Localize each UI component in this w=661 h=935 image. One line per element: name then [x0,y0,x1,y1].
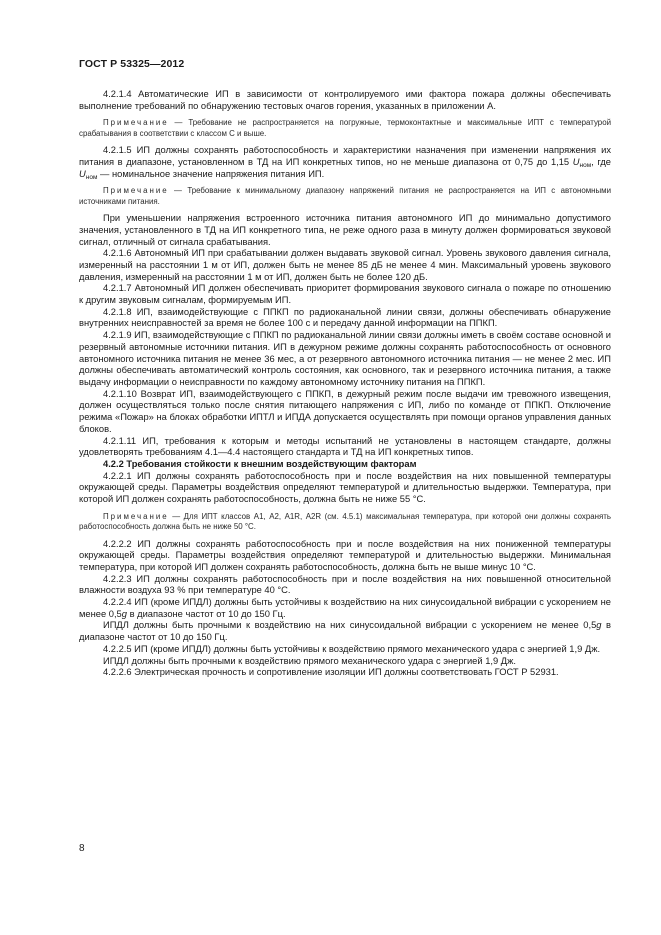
clause-4-2-1-8: 4.2.1.8 ИП, взаимодействующие с ППКП по радиоканальной линии связи, должны обеспечивать обнаружение внутренних неисправностей за время не более 100 с и передачу данной информации на ППКП. [79,306,611,329]
clause-4-2-2-4-ipdl [79,620,611,643]
text-run: 4.2.1.5 ИП должны сохранять работоспособность и характеристики назначения при изменении напряжения их питания в диапазоне, установленном в ТД на ИП конкретных типов, но не меньше диапазона от 0,75 до 1,15 [79,145,611,167]
note-1 [79,118,611,139]
symbol-u: U [572,156,580,167]
clause-4-2-1-10: 4.2.1.10 Возврат ИП, взаимодействующего с ППКП, в дежурный режим после выдачи им тревожного извещения, должен осуществляться только после снятия питающего напряжения с ИП, либо по команде от ППКП. Отключение режима «Пожар» на блоках обработки ИПТЛ и ИПДА допускается осуществлять при помощи органов управления данных блоков. [79,388,611,434]
clause-4-2-1-5 [79,145,611,180]
note-text: — Требование к минимальному диапазону напряжений питания не распространяется на ИП с автономными источниками питания. [79,186,611,206]
symbol-u: U [79,168,86,179]
symbol-g: g [121,608,127,619]
page-number: 8 [79,843,85,854]
text-run: , где [591,156,611,167]
document-header: ГОСТ Р 53325—2012 [79,58,185,70]
clause-4-2-2-5-ipdl: ИПДЛ должны быть прочными к воздействию прямого механического удара с энергией 1,9 Дж. [103,655,516,666]
section-heading-4-2-2: 4.2.2 Требования стойкости к внешним воздействующим факторам [103,458,417,469]
clause-4-2-1-9: 4.2.1.9 ИП, взаимодействующие с ППКП по радиоканальной линии связи должны иметь в своём составе основной и резервный автономные источники питания. ИП в дежурном режиме должны сохранять работоспособность от основного автономного источника питания не менее 36 мес, а от резервного автономного источника питания — не менее 2 мес. ИП должны обеспечивать автоматический контроль состояния, как основного, так и резервного источника питания, а также выдачу информации о неисправности по каждому автономному источнику питания на ППКП. [79,330,611,387]
clause-4-2-2-3: 4.2.2.3 ИП должны сохранять работоспособность при и после воздействия на них повышенной относительной влажности воздуха 93 % при температуре 40 °С. [79,573,611,596]
subscript-nom: ном [579,161,592,169]
document-body [79,89,611,679]
clause-4-2-1-6: 4.2.1.6 Автономный ИП при срабатывании должен выдавать звуковой сигнал. Уровень звукового давления сигнала, измеренный на расстоянии 1 м от ИП, должен быть не менее 85 дБ не менее 4 мин. Максимальный уровень звукового давления, измеренный на расстоянии 1 м от ИП, должен быть не более 120 дБ. [79,248,611,282]
clause-backup-power: При уменьшении напряжения встроенного источника питания автономного ИП до минимально допустимого значения, установленного в ТД на ИП конкретного типа, не реже одного раза в минуту должен формироваться звуковой сигнал, отличный от сигнала срабатывания. [79,213,611,247]
clause-4-2-1-11: 4.2.1.11 ИП, требования к которым и методы испытаний не установлены в настоящем стандарте, должны удовлетворять требованиям 4.1—4.4 настоящего стандарта и ТД на ИП конкретных типов. [79,435,611,458]
clause-4-2-2-6: 4.2.2.6 Электрическая прочность и сопротивление изоляции ИП должны соответствовать ГОСТ Р 52931. [103,667,559,678]
subscript-nom: ном [85,173,98,181]
note-2 [79,186,611,207]
note-label: Примечание [103,511,169,521]
text-run: ИПДЛ должны быть прочными к воздействию на них синусоидальной вибрации с ускорением не менее 0,5 [103,620,597,631]
clause-4-2-1-7: 4.2.1.7 Автономный ИП должен обеспечивать приоритет формирования звукового сигнала о пожаре по отношению к другим звуковым сигналам, формируемым ИП. [79,283,611,306]
clause-4-2-2-5: 4.2.2.5 ИП (кроме ИПДЛ) должны быть устойчивы к воздействию прямого механического удара с энергией 1,9 Дж. [103,643,601,654]
note-label: Примечание [103,118,169,128]
text-run: в диапазоне частот от 10 до 150 Гц. [79,620,611,643]
clause-4-2-2-2: 4.2.2.2 ИП должны сохранять работоспособность при и после воздействия на них пониженной температуры окружающей среды. Параметры воздействия определяют температурой и длительностью выдержки. Минимальная температура, при которой ИП должен сохранять работоспособность, должна быть не выше минус 10 °С. [79,538,611,572]
note-text: — Для ИПТ классов А1, А2, А1R, А2R (см. 4.5.1) максимальная температура, при которой они должны сохранять работоспособность должна быть не ниже 50 °С. [79,511,611,532]
clause-4-2-1-4: 4.2.1.4 Автоматические ИП в зависимости от контролируемого ими фактора пожара должны обеспечивать выполнение требований по обнаружению тестовых очагов горения, указанных в приложении А. [79,89,611,111]
text-run: 4.2.2.4 ИП (кроме ИПДЛ) должны быть устойчивы к воздействию на них синусоидальной вибрации с ускорением не менее 0,5 [79,597,611,619]
note-text: — Требование не распространяется на погружные, термоконтактные и максимальные ИПТ с температурой срабатывания в соответствии с классом С и выше. [79,118,611,138]
clause-4-2-2-1: 4.2.2.1 ИП должны сохранять работоспособность при и после воздействия на них повышенной температуры окружающей среды. Параметры воздействия определяют температурой и длительностью выдержки. Температура, при которой ИП должен сохранять работоспособность, должна быть не ниже 55 °С. [79,470,611,505]
text-run: — номинальное значение напряжения питания ИП. [97,168,325,179]
note-label: Примечание [103,186,169,196]
symbol-g: g [596,620,602,631]
note-3 [79,512,611,533]
clause-4-2-2-4 [79,597,611,620]
text-run: в диапазоне частот от 10 до 150 Гц. [126,608,286,619]
